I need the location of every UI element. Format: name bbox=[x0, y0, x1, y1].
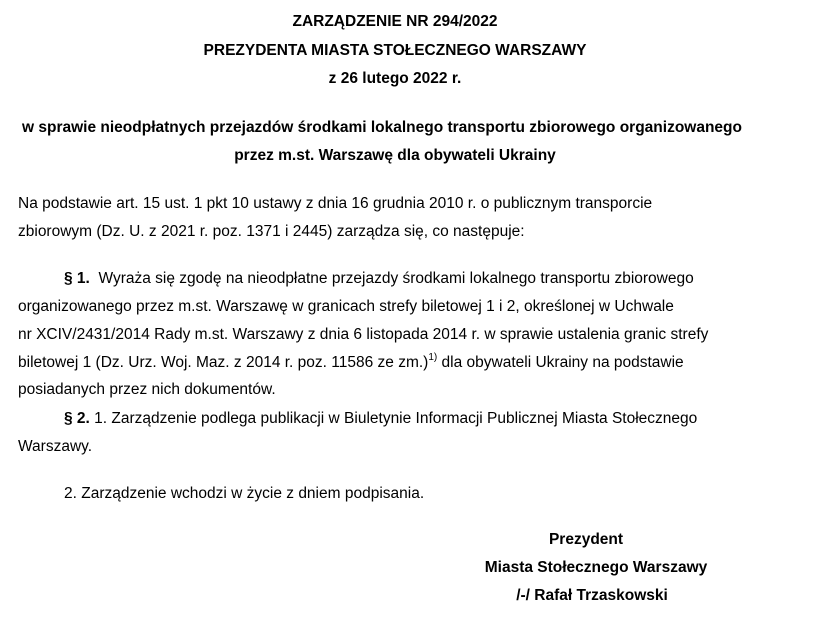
document-title: ZARZĄDZENIE NR 294/2022 bbox=[292, 13, 498, 30]
section-2-mark: § 2. bbox=[64, 410, 90, 427]
subject-line-2: przez m.st. Warszawę dla obywateli Ukrainy bbox=[234, 147, 556, 164]
document-issuer: PREZYDENTA MIASTA STOŁECZNEGO WARSZAWY bbox=[203, 42, 587, 59]
section-2-point-2: 2. Zarządzenie wchodzi w życie z dniem podpisania. bbox=[64, 485, 425, 502]
basis-line-1: Na podstawie art. 15 ust. 1 pkt 10 ustawy z dnia 16 grudnia 2010 r. o publicznym transporcie bbox=[18, 195, 653, 212]
section-1-text-1: Wyraża się zgodę na nieodpłatne przejazdy środkami lokalnego transportu zbiorowego bbox=[98, 270, 694, 287]
signature-city: Miasta Stołecznego Warszawy bbox=[484, 559, 708, 576]
section-2-line-2: Warszawy. bbox=[18, 438, 93, 455]
section-1-line-1 bbox=[64, 269, 694, 289]
basis-line-2: zbiorowym (Dz. U. z 2021 r. poz. 1371 i 2445) zarządza się, co następuje: bbox=[18, 223, 525, 240]
subject-line-1: w sprawie nieodpłatnych przejazdów środkami lokalnego transportu zbiorowego organizowanego bbox=[22, 119, 742, 136]
section-1-line-4 bbox=[18, 353, 684, 373]
signature-title: Prezydent bbox=[548, 531, 624, 548]
document-date: z 26 lutego 2022 r. bbox=[328, 70, 462, 87]
section-2-text-1: 1. Zarządzenie podlega publikacji w Biuletynie Informacji Publicznej Miasta Stołecznego bbox=[94, 410, 698, 427]
section-1-line-2: organizowanego przez m.st. Warszawę w granicach strefy biletowej 1 i 2, określonej w Uchwale bbox=[18, 298, 674, 315]
section-1-mark: § 1. bbox=[64, 270, 90, 287]
section-1-text-4b: dla obywateli Ukrainy na podstawie bbox=[437, 354, 684, 371]
section-2-line-1 bbox=[64, 409, 697, 429]
signature-name: /-/ Rafał Trzaskowski bbox=[516, 587, 668, 604]
section-1-text-4a: biletowej 1 (Dz. Urz. Woj. Maz. z 2014 r. poz. 11586 ze zm.) bbox=[18, 354, 429, 371]
section-1-line-5: posiadanych przez nich dokumentów. bbox=[18, 381, 276, 398]
footnote-marker: 1) bbox=[428, 351, 438, 363]
section-1-line-3: nr XCIV/2431/2014 Rady m.st. Warszawy z dnia 6 listopada 2014 r. w sprawie ustalenia granic strefy bbox=[18, 326, 709, 343]
